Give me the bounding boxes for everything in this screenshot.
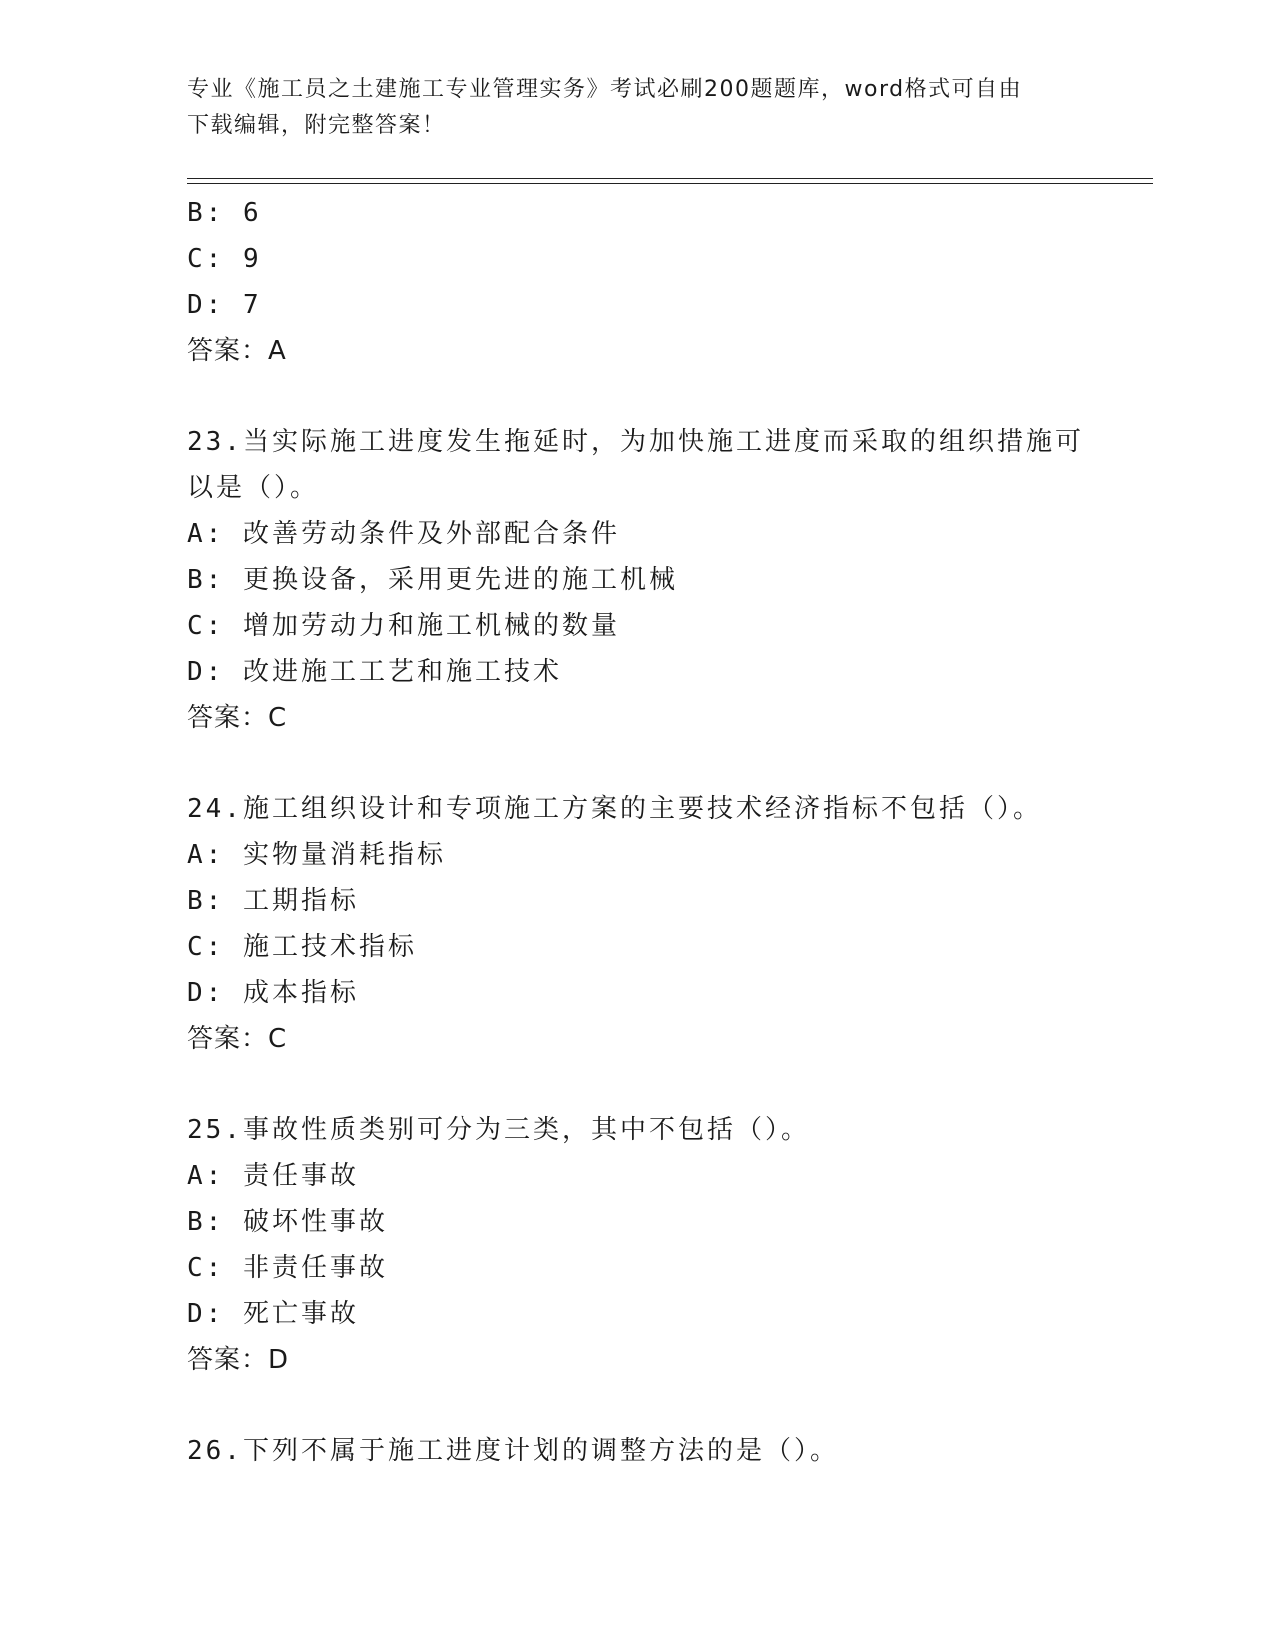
option-c: C: 非责任事故 xyxy=(187,1253,388,1283)
option-b: B: 更换设备，采用更先进的施工机械 xyxy=(187,565,678,595)
question-stem-line: 26.下列不属于施工进度计划的调整方法的是（）。 xyxy=(187,1436,839,1466)
question-26 xyxy=(187,1428,1087,1474)
option-c: C: 施工技术指标 xyxy=(187,932,417,962)
answer: 答案：C xyxy=(187,1024,288,1054)
question-content xyxy=(187,190,1087,1474)
question-stem-line: 23.当实际施工进度发生拖延时，为加快施工进度而采取的组织措施可 xyxy=(187,427,1084,457)
question-24 xyxy=(187,786,1087,1062)
option-b: B: 6 xyxy=(187,198,262,228)
option-a: A: 实物量消耗指标 xyxy=(187,840,446,870)
option-d: D: 成本指标 xyxy=(187,978,359,1008)
option-a: A: 改善劳动条件及外部配合条件 xyxy=(187,519,620,549)
option-c: C: 9 xyxy=(187,244,262,274)
spacer xyxy=(187,374,1087,419)
spacer xyxy=(187,741,1087,786)
option-b: B: 破坏性事故 xyxy=(187,1207,388,1237)
question-23 xyxy=(187,419,1087,741)
option-b: B: 工期指标 xyxy=(187,886,359,916)
spacer xyxy=(187,1383,1087,1428)
option-a: A: 责任事故 xyxy=(187,1161,359,1191)
option-d: D: 死亡事故 xyxy=(187,1299,359,1329)
document-header xyxy=(187,72,1087,144)
spacer xyxy=(187,1062,1087,1107)
header-rule-bottom xyxy=(187,183,1153,184)
header-line-1: 专业《施工员之土建施工专业管理实务》考试必刷200题题库，word格式可自由 xyxy=(187,77,1023,102)
answer: 答案：D xyxy=(187,1345,290,1375)
answer: 答案：C xyxy=(187,703,288,733)
header-line-2: 下载编辑，附完整答案！ xyxy=(187,113,446,138)
answer: 答案：A xyxy=(187,336,287,366)
question-stem-line: 以是（）。 xyxy=(187,473,320,503)
question-22-continuation xyxy=(187,190,1087,374)
option-c: C: 增加劳动力和施工机械的数量 xyxy=(187,611,620,641)
option-d: D: 改进施工工艺和施工技术 xyxy=(187,657,562,687)
question-stem-line: 25.事故性质类别可分为三类，其中不包括（）。 xyxy=(187,1115,810,1145)
question-25 xyxy=(187,1107,1087,1383)
header-rule-top xyxy=(187,178,1153,179)
option-d: D: 7 xyxy=(187,290,262,320)
question-stem-line: 24.施工组织设计和专项施工方案的主要技术经济指标不包括（）。 xyxy=(187,794,1042,824)
